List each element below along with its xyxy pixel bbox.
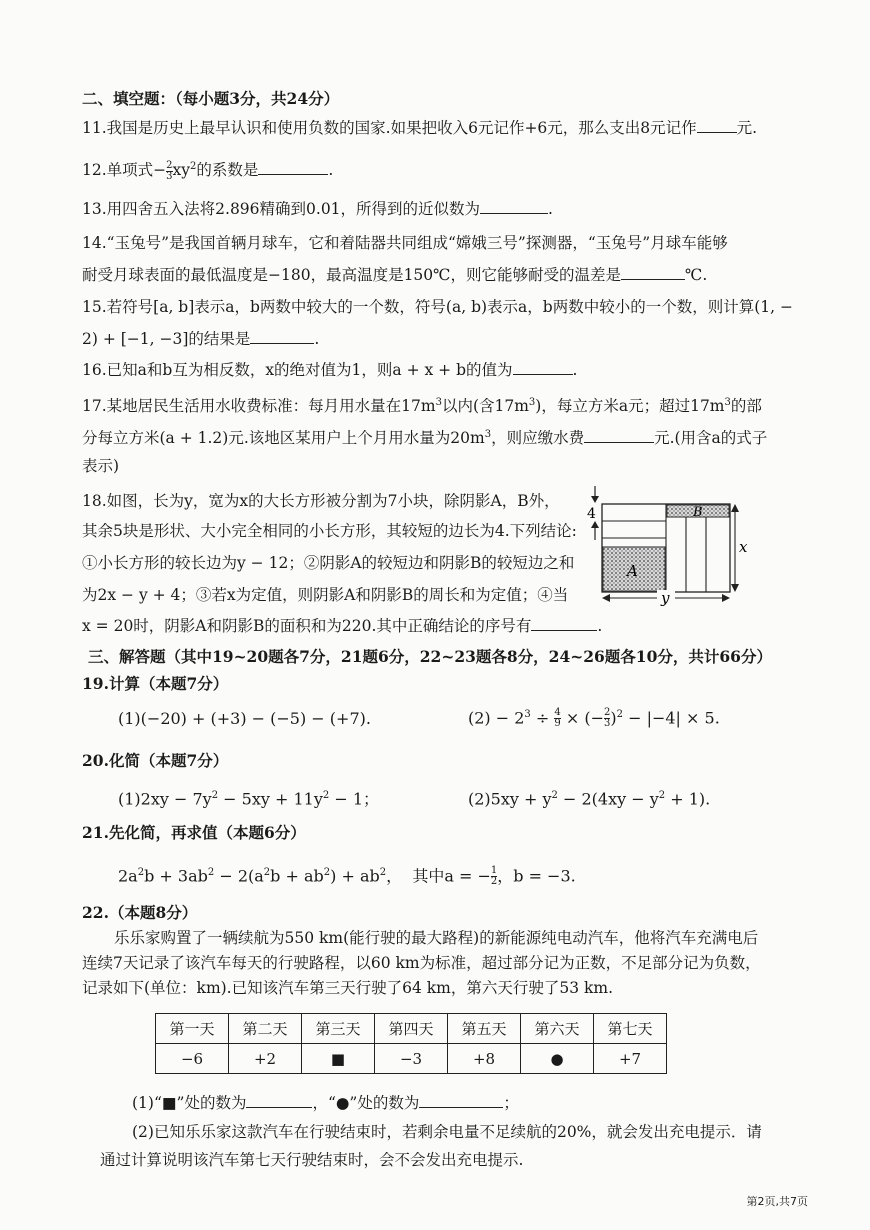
q22-line1: 乐乐家购置了一辆续航为550 km(能行驶的最大路程)的新能源纯电动汽车，他将汽车充满电后 xyxy=(114,929,759,947)
header-cell: 第三天 xyxy=(302,1014,375,1044)
q16: 16.已知a和b互为相反数，x的绝对值为1，则a + x + b的值为 . xyxy=(82,361,578,379)
q19-part2: $(2) - 2^3$ ÷ $\frac{4}{9}$ × (− $\frac{2}{3}$ )$^2$ − |−4| × 5. xyxy=(468,707,720,730)
q17-line3: 表示) xyxy=(82,457,120,475)
fig-label-b: B xyxy=(693,505,703,520)
q22-part2-line1: (2)已知乐乐家这款汽车在行驶结束时，若剩余电量不足续航的20%，就会发出充电提示．请 xyxy=(132,1123,762,1141)
section2-title: 二、填空题：（每小题3分，共24分） xyxy=(82,89,340,108)
table-row xyxy=(156,1044,667,1074)
q15-line1: 15.若符号[a, b]表示a，b两数中较大的一个数，符号(a, b)表示a，b两数中较小的一个数，则计算(1, − xyxy=(82,298,793,316)
q21-expression: $2a^2b + 3ab^2 - 2(a^2b + ab^2) + ab^2$， 其中a = − $\frac{1}{2}$ ，b = −3. xyxy=(118,865,576,888)
q22-part2-line2: 通过计算说明该汽车第七天行驶结束时，会不会发出充电提示. xyxy=(100,1151,524,1169)
q18-line1: 18.如图，长为y，宽为x的大长方形被分割为7小块，除阴影A，B外， xyxy=(82,492,560,510)
value-cell: −3 xyxy=(375,1044,448,1074)
fig-label-x: x xyxy=(739,538,748,556)
q22-part1: (1)“■”处的数为 ，“●”处的数为 ； xyxy=(132,1094,519,1112)
q19-title: 19.计算（本题7分） xyxy=(82,674,229,693)
fig-label-y: y xyxy=(661,589,670,606)
value-cell: ● xyxy=(521,1044,594,1074)
header-cell: 第六天 xyxy=(521,1014,594,1044)
header-cell: 第一天 xyxy=(156,1014,229,1044)
q18-line5: x = 20时，阴影A和阴影B的面积和为220.其中正确结论的序号有 . xyxy=(82,617,603,635)
q14-line2: 耐受月球表面的最低温度是−180，最高温度是150℃，则它能够耐受的温差是 ℃. xyxy=(82,266,708,284)
q11: 11.我国是历史上最早认识和使用负数的国家.如果把收入6元记作+6元，那么支出8元记作 元. xyxy=(82,119,758,137)
q18-line4: 为2x − y + 4；③若x为定值，则阴影A和阴影B的周长和为定值；④当 xyxy=(82,586,569,604)
header-cell: 第二天 xyxy=(229,1014,302,1044)
value-cell: +8 xyxy=(448,1044,521,1074)
q14-line1: 14.“玉兔号”是我国首辆月球车，它和着陆器共同组成“嫦娥三号”探测器，“玉兔号”月球车能够 xyxy=(82,234,728,252)
value-cell: −6 xyxy=(156,1044,229,1074)
q22-title: 22.（本题8分） xyxy=(82,903,198,922)
q13: 13.用四舍五入法将2.896精确到0.01，所得到的近似数为 . xyxy=(82,200,553,218)
table-header-row xyxy=(156,1014,667,1044)
q20-part1: $(1)2xy - 7y^2 - 5xy + 11y^2 - 1$； xyxy=(118,789,380,809)
header-cell: 第五天 xyxy=(448,1014,521,1044)
q21-title: 21.先化简，再求值（本题6分） xyxy=(82,823,306,842)
section3-title: 三、解答题（其中19~20题各7分，21题6分，22~23题各8分，24~26题各10分，共计66分） xyxy=(88,647,772,666)
value-cell: +7 xyxy=(594,1044,667,1074)
q15-line2: 2) + [−1, −3]的结果是 . xyxy=(82,330,320,348)
q20-part2: $(2)5xy + y^2 - 2(4xy - y^2 + 1)$. xyxy=(468,789,711,809)
fig-label-4: 4 xyxy=(587,506,596,522)
q18-line3: ①小长方形的较长边为y − 12；②阴影A的较短边和阴影B的较短边之和 xyxy=(82,554,575,572)
q19-part1: (1)(−20) + (+3) − (−5) − (+7). xyxy=(118,709,371,728)
header-cell: 第七天 xyxy=(594,1014,667,1044)
page-number: 第2页,共7页 xyxy=(746,1195,808,1208)
q17-line2: 分每立方米(a + 1.2)元.该地区某用户上个月用水量为$20m^3$，则应缴水费 元.(用含a的式子 xyxy=(82,429,768,448)
value-cell: ■ xyxy=(302,1044,375,1074)
driving-record-table xyxy=(155,1013,667,1074)
q22-line3: 记录如下(单位：km).已知该汽车第三天行驶了64 km，第六天行驶了53 km. xyxy=(82,979,614,997)
value-cell: +2 xyxy=(229,1044,302,1074)
q18-line2: 其余5块是形状、大小完全相同的小长方形，其较短的边长为4.下列结论: xyxy=(82,522,577,540)
fig-label-a: A xyxy=(627,562,638,580)
q18-figure xyxy=(583,484,753,606)
q12: 12.单项式− $\frac{2}{3}$ $xy^2$的系数是 . xyxy=(82,159,334,182)
q22-line2: 连续7天记录了该汽车每天的行驶路程，以60 km为标准，超过部分记为正数，不足部分记为负数， xyxy=(82,954,761,972)
q17-line1: 17.某地居民生活用水收费标准：每月用水量在$17m^3$以内(含$17m^3$)，每立方米a元；超过$17m^3$的部 xyxy=(82,397,762,416)
header-cell: 第四天 xyxy=(375,1014,448,1044)
q20-title: 20.化简（本题7分） xyxy=(82,751,229,770)
